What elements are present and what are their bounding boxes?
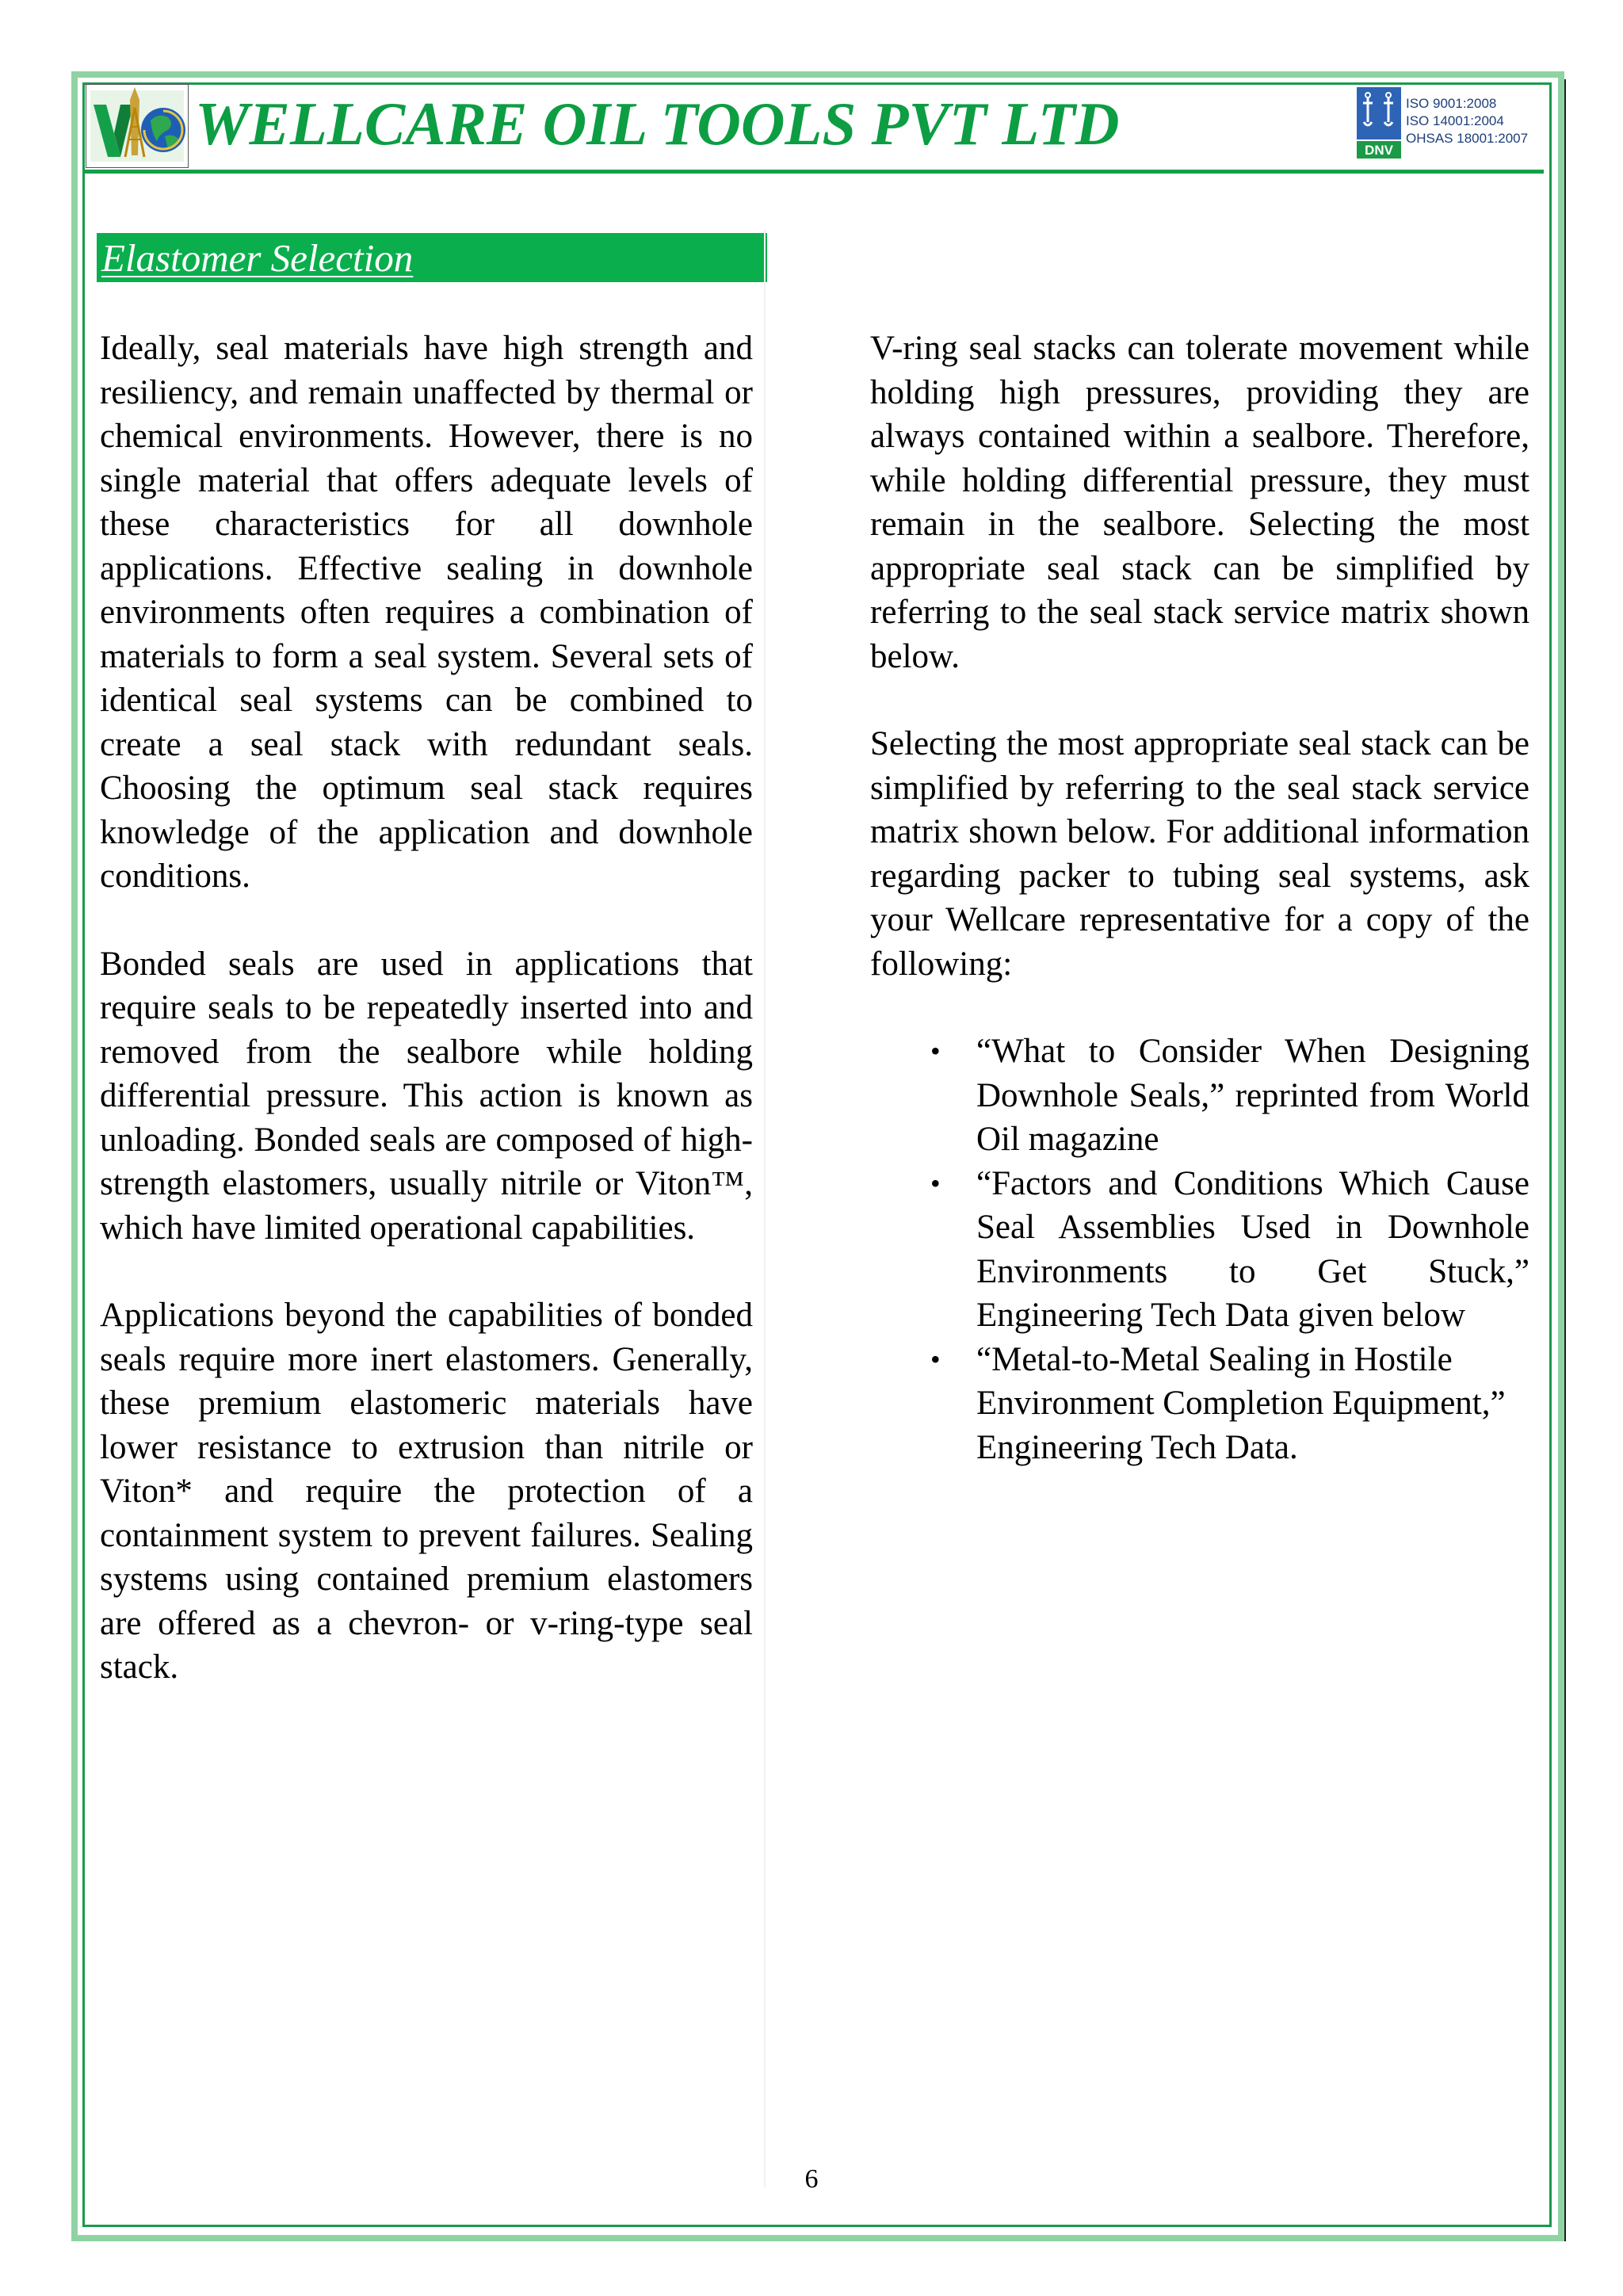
reference-item — [930, 1338, 1529, 1470]
column-divider — [764, 230, 766, 2187]
bullet-icon: • — [930, 1167, 941, 1199]
reference-text: “Factors and Conditions Which Cause Seal Assemblies Used in Downhole Environments to Get Stuck,” Engineering Tech Data given below — [976, 1164, 1529, 1334]
wellcare-logo-icon — [86, 84, 189, 168]
certification-item: ISO 14001:2004 — [1406, 113, 1504, 128]
section-title: Elastomer Selection — [101, 236, 414, 280]
reference-item — [930, 1030, 1529, 1162]
reference-item — [930, 1162, 1529, 1338]
paragraph: Ideally, seal materials have high strength and resiliency, and remain unaffected by thermal or chemical environments. However, there is no single material that offers adequate levels of these characteristics for all downhole applications. Effective sealing in downhole environments often requires a combination of materials to form a seal system. Several sets of identical seal systems can be combined to create a seal stack with redundant seals. Choosing the optimum seal stack requires knowledge of the application and downhole conditions. — [100, 330, 753, 895]
certification-item: ISO 9001:2008 — [1406, 96, 1497, 111]
paragraph: V-ring seal stacks can tolerate movement while holding high pressures, providing they are always contained within a sealbore. Therefore, while holding differential pressure, they must remain in the sealbore. Selecting the most appropriate seal stack can be simplified by referring to the seal stack service matrix shown below. — [870, 330, 1529, 675]
certification-item: OHSAS 18001:2007 — [1406, 131, 1529, 146]
page-number: 6 — [804, 2164, 819, 2194]
dnv-badge-text: DNV — [1365, 143, 1393, 158]
bullet-icon: • — [930, 1035, 941, 1067]
bullet-icon: • — [930, 1343, 941, 1375]
paragraph: Applications beyond the capabilities of bonded seals require more inert elastomers. Generally, these premium elastomeric materials have lower resistance to extrusion than nitrile or Viton* and require the protection of a containment system to prevent failures. Sealing systems using contained premium elastomers are offered as a chevron- or v-ring-type seal stack. — [100, 1297, 753, 1686]
paragraph: Bonded seals are used in applications that require seals to be repeatedly inserted into and removed from the sealbore while holding differential pressure. This action is known as unloading. Bonded seals are composed of high-strength elastomers, usually nitrile or Viton™, which have limited operational capabilities. — [100, 945, 753, 1247]
company-name: WELLCARE OIL TOOLS PVT LTD — [195, 90, 1120, 158]
reference-text: “What to Consider When Designing Downhole Seals,” reprinted from World Oil magazine — [976, 1033, 1529, 1158]
left-column — [100, 327, 753, 1733]
header-divider — [84, 170, 1544, 174]
dnv-certification-icon — [1357, 87, 1401, 160]
reference-list — [870, 1030, 1529, 1469]
right-column — [870, 327, 1529, 1469]
certification-list — [1406, 95, 1528, 147]
reference-text: “Metal-to-Metal Sealing in Hostile Environment Completion Equipment,” Engineering Tech Data. — [976, 1340, 1506, 1466]
paragraph: Selecting the most appropriate seal stack can be simplified by referring to the seal stack service matrix shown below. For additional information regarding packer to tubing seal systems, ask your Wellcare representative for a copy of the following: — [870, 725, 1529, 983]
